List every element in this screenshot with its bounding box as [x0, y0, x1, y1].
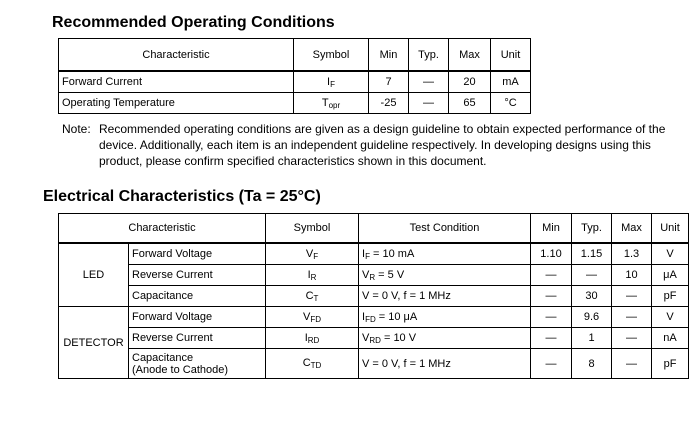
note-text: Recommended operating conditions are given as a design guideline to obtain expected performance of the device. Additionally, each item is an independent guideline respectively. In developing designs using this product, please confirm specified characteristics shown in this document. — [99, 122, 666, 168]
header-symbol: Symbol — [266, 214, 359, 244]
cell-max: 20 — [449, 71, 491, 93]
cell-max: — — [612, 349, 652, 379]
cell-unit: V — [652, 307, 689, 328]
header-typ: Typ. — [572, 214, 612, 244]
recommended-operating-conditions-title: Recommended Operating Conditions — [52, 14, 335, 31]
cell-typ: 1 — [572, 328, 612, 349]
cell-test-condition: $V_R = 5$ V — [359, 265, 531, 286]
header-min: Min — [531, 214, 572, 244]
table-row — [59, 71, 531, 93]
cell-symbol: $V_{FD}$ — [266, 307, 359, 328]
cell-max: — — [612, 286, 652, 307]
electrical-characteristics-table — [58, 213, 689, 379]
cell-symbol: $C_T$ — [266, 286, 359, 307]
cell-symbol: $I_F$ — [294, 71, 369, 93]
cell-test-condition: $I_{FD} = 10$ μA — [359, 307, 531, 328]
table-header-row — [59, 214, 689, 244]
group-label-led: LED — [59, 243, 129, 307]
cell-max: 10 — [612, 265, 652, 286]
cell-characteristic: Forward Current — [59, 71, 294, 93]
header-unit: Unit — [652, 214, 689, 244]
cell-min: — — [531, 286, 572, 307]
header-characteristic: Characteristic — [59, 214, 266, 244]
cell-typ: — — [572, 265, 612, 286]
cell-unit: mA — [491, 71, 531, 93]
cell-max: — — [612, 307, 652, 328]
group-label-detector: DETECTOR — [59, 307, 129, 379]
header-max: Max — [449, 39, 491, 72]
cell-unit: pF — [652, 286, 689, 307]
cell-unit: pF — [652, 349, 689, 379]
cell-typ: 1.15 — [572, 243, 612, 265]
header-min: Min — [369, 39, 409, 72]
header-typ: Typ. — [409, 39, 449, 72]
cell-symbol: $I_R$ — [266, 265, 359, 286]
cell-characteristic — [129, 349, 266, 379]
cell-unit: °C — [491, 93, 531, 114]
cell-test-condition: $V_{RD} = 10$ V — [359, 328, 531, 349]
table-row — [59, 307, 689, 328]
table-row — [59, 328, 689, 349]
cell-test-condition: V = 0 V, f = 1 MHz — [359, 286, 531, 307]
cell-symbol: $V_F$ — [266, 243, 359, 265]
cell-test-condition: V = 0 V, f = 1 MHz — [359, 349, 531, 379]
cell-unit: V — [652, 243, 689, 265]
header-unit: Unit — [491, 39, 531, 72]
cell-symbol: $I_{RD}$ — [266, 328, 359, 349]
cell-symbol: $T_{opr}$ — [294, 93, 369, 114]
cell-min: — — [531, 328, 572, 349]
cell-min: 7 — [369, 71, 409, 93]
characteristic-line2: (Anode to Cathode) — [132, 363, 229, 376]
cell-unit: nA — [652, 328, 689, 349]
cell-min: — — [531, 265, 572, 286]
table-row — [59, 349, 689, 379]
cell-test-condition: $I_F = 10$ mA — [359, 243, 531, 265]
cell-max: — — [612, 328, 652, 349]
cell-min: — — [531, 307, 572, 328]
cell-unit: μA — [652, 265, 689, 286]
table-row — [59, 265, 689, 286]
cell-min: -25 — [369, 93, 409, 114]
header-characteristic: Characteristic — [59, 39, 294, 72]
cell-characteristic: Reverse Current — [129, 328, 266, 349]
header-test-condition: Test Condition — [359, 214, 531, 244]
cell-typ: 8 — [572, 349, 612, 379]
cell-min: 1.10 — [531, 243, 572, 265]
cell-typ: 9.6 — [572, 307, 612, 328]
table-row — [59, 286, 689, 307]
cell-typ: — — [409, 93, 449, 114]
header-max: Max — [612, 214, 652, 244]
cell-characteristic: Reverse Current — [129, 265, 266, 286]
cell-characteristic: Operating Temperature — [59, 93, 294, 114]
note-label: Note: — [62, 122, 91, 136]
electrical-characteristics-title: Electrical Characteristics (Ta = 25°C) — [43, 188, 321, 205]
table-header-row — [59, 39, 531, 72]
cell-symbol: $C_{TD}$ — [266, 349, 359, 379]
cell-typ: — — [409, 71, 449, 93]
table-row — [59, 243, 689, 265]
recommended-operating-conditions-table — [58, 38, 531, 114]
cell-characteristic: Capacitance — [129, 286, 266, 307]
cell-max: 1.3 — [612, 243, 652, 265]
characteristic-line1: Capacitance — [132, 351, 194, 364]
cell-characteristic: Forward Voltage — [129, 243, 266, 265]
cell-characteristic: Forward Voltage — [129, 307, 266, 328]
header-symbol: Symbol — [294, 39, 369, 72]
table-row — [59, 93, 531, 114]
cell-max: 65 — [449, 93, 491, 114]
cell-min: — — [531, 349, 572, 379]
cell-typ: 30 — [572, 286, 612, 307]
